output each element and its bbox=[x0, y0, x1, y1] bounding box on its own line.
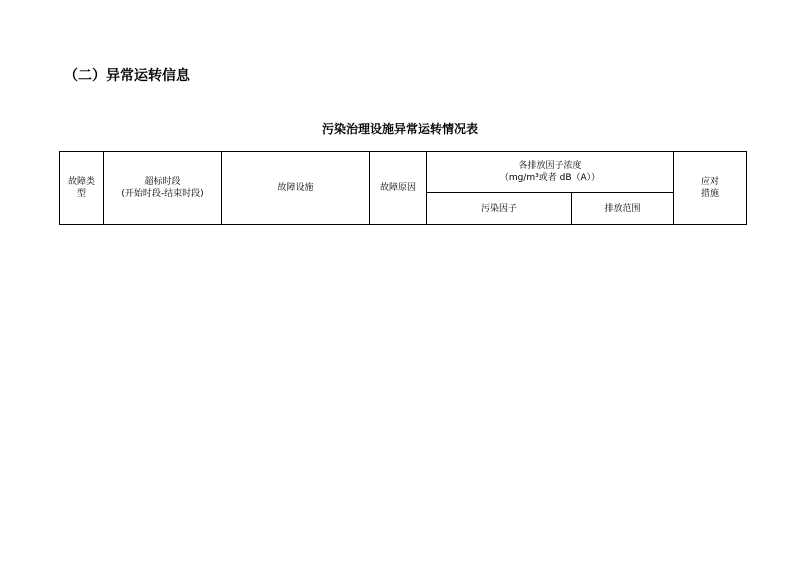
header-fault-type bbox=[60, 152, 104, 225]
header-fault-facility: 故障设施 bbox=[222, 152, 370, 225]
header-fault-cause: 故障原因 bbox=[370, 152, 427, 225]
header-emission-concentration-line-2: （mg/m³或者 dB（A）） bbox=[499, 173, 601, 183]
header-response-measures-line-2: 措施 bbox=[701, 189, 720, 199]
table-header-row bbox=[60, 152, 747, 193]
fault-table bbox=[59, 151, 747, 225]
header-fault-type-line-1: 故障类 bbox=[67, 177, 95, 187]
header-emission-concentration-line-1: 各排放因子浓度 bbox=[518, 161, 582, 171]
header-fault-type-line-2: 型 bbox=[76, 189, 86, 199]
header-exceed-period bbox=[104, 152, 222, 225]
header-response-measures-line-1: 应对 bbox=[701, 177, 720, 187]
section-heading: （二）异常运转信息 bbox=[64, 68, 190, 84]
header-exceed-period-line-1: 超标时段 bbox=[144, 177, 181, 187]
header-exceed-period-line-2: (开始时段-结束时段) bbox=[121, 189, 204, 199]
table-title: 污染治理设施异常运转情况表 bbox=[321, 122, 478, 136]
subheader-pollutant-factor: 污染因子 bbox=[427, 193, 572, 225]
header-emission-concentration bbox=[427, 152, 674, 193]
header-response-measures bbox=[674, 152, 747, 225]
subheader-emission-range: 排放范围 bbox=[572, 193, 674, 225]
